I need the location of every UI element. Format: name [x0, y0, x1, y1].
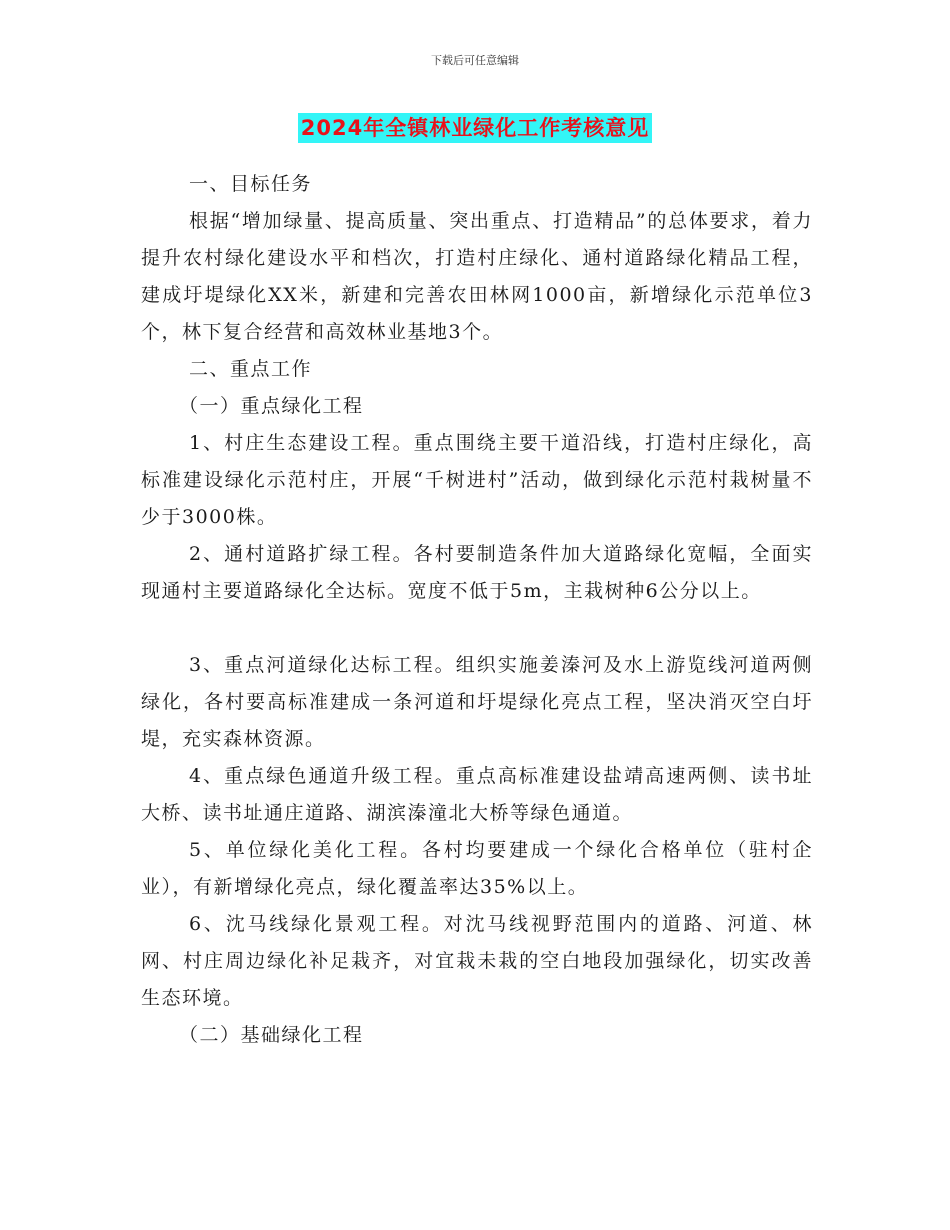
paragraph-item-4: 4、重点绿色通道升级工程。重点高标准建设盐靖高速两侧、读书址大桥、读书址通庄道路、湖滨溱潼北大桥等绿色通道。: [141, 765, 813, 824]
paragraph-gap: [141, 610, 813, 647]
section-heading-key-work: 二、重点工作: [189, 358, 313, 380]
paragraph-goals: 根据“增加绿量、提高质量、突出重点、打造精品”的总体要求，着力提升农村绿化建设水平和档次，打造村庄绿化、通村道路绿化精品工程，建成圩堤绿化XX米，新建和完善农田林网1000亩，新增绿化示范单位3个，林下复合经营和高效林业基地3个。: [141, 210, 813, 343]
page-header-note: 下载后可任意编辑: [431, 54, 519, 67]
paragraph-item-5: 5、单位绿化美化工程。各村均要建成一个绿化合格单位（驻村企业），有新增绿化亮点，绿化覆盖率达35%以上。: [141, 839, 813, 898]
subsection-heading-key-greening: （一）重点绿化工程: [179, 395, 364, 417]
document-title: 2024年全镇林业绿化工作考核意见: [298, 113, 652, 143]
paragraph-item-2: 2、通村道路扩绿工程。各村要制造条件加大道路绿化宽幅，全面实现通村主要道路绿化全达标。宽度不低于5m，主栽树种6公分以上。: [141, 543, 813, 602]
paragraph-item-1: 1、村庄生态建设工程。重点围绕主要干道沿线，打造村庄绿化，高标准建设绿化示范村庄，开展“千树进村”活动，做到绿化示范村栽树量不少于3000株。: [141, 432, 813, 528]
paragraph-item-6: 6、沈马线绿化景观工程。对沈马线视野范围内的道路、河道、林网、村庄周边绿化补足栽齐，对宜栽未栽的空白地段加强绿化，切实改善生态环境。: [141, 913, 813, 1009]
subsection-heading-basic-greening: （二）基础绿化工程: [179, 1024, 364, 1046]
paragraph-item-3: 3、重点河道绿化达标工程。组织实施姜溱河及水上游览线河道两侧绿化，各村要高标准建成一条河道和圩堤绿化亮点工程，坚决消灭空白圩堤，充实森林资源。: [141, 654, 813, 750]
document-body: [141, 166, 813, 1054]
section-heading-goals: 一、目标任务: [189, 173, 313, 195]
document-title-wrap: [0, 113, 950, 143]
